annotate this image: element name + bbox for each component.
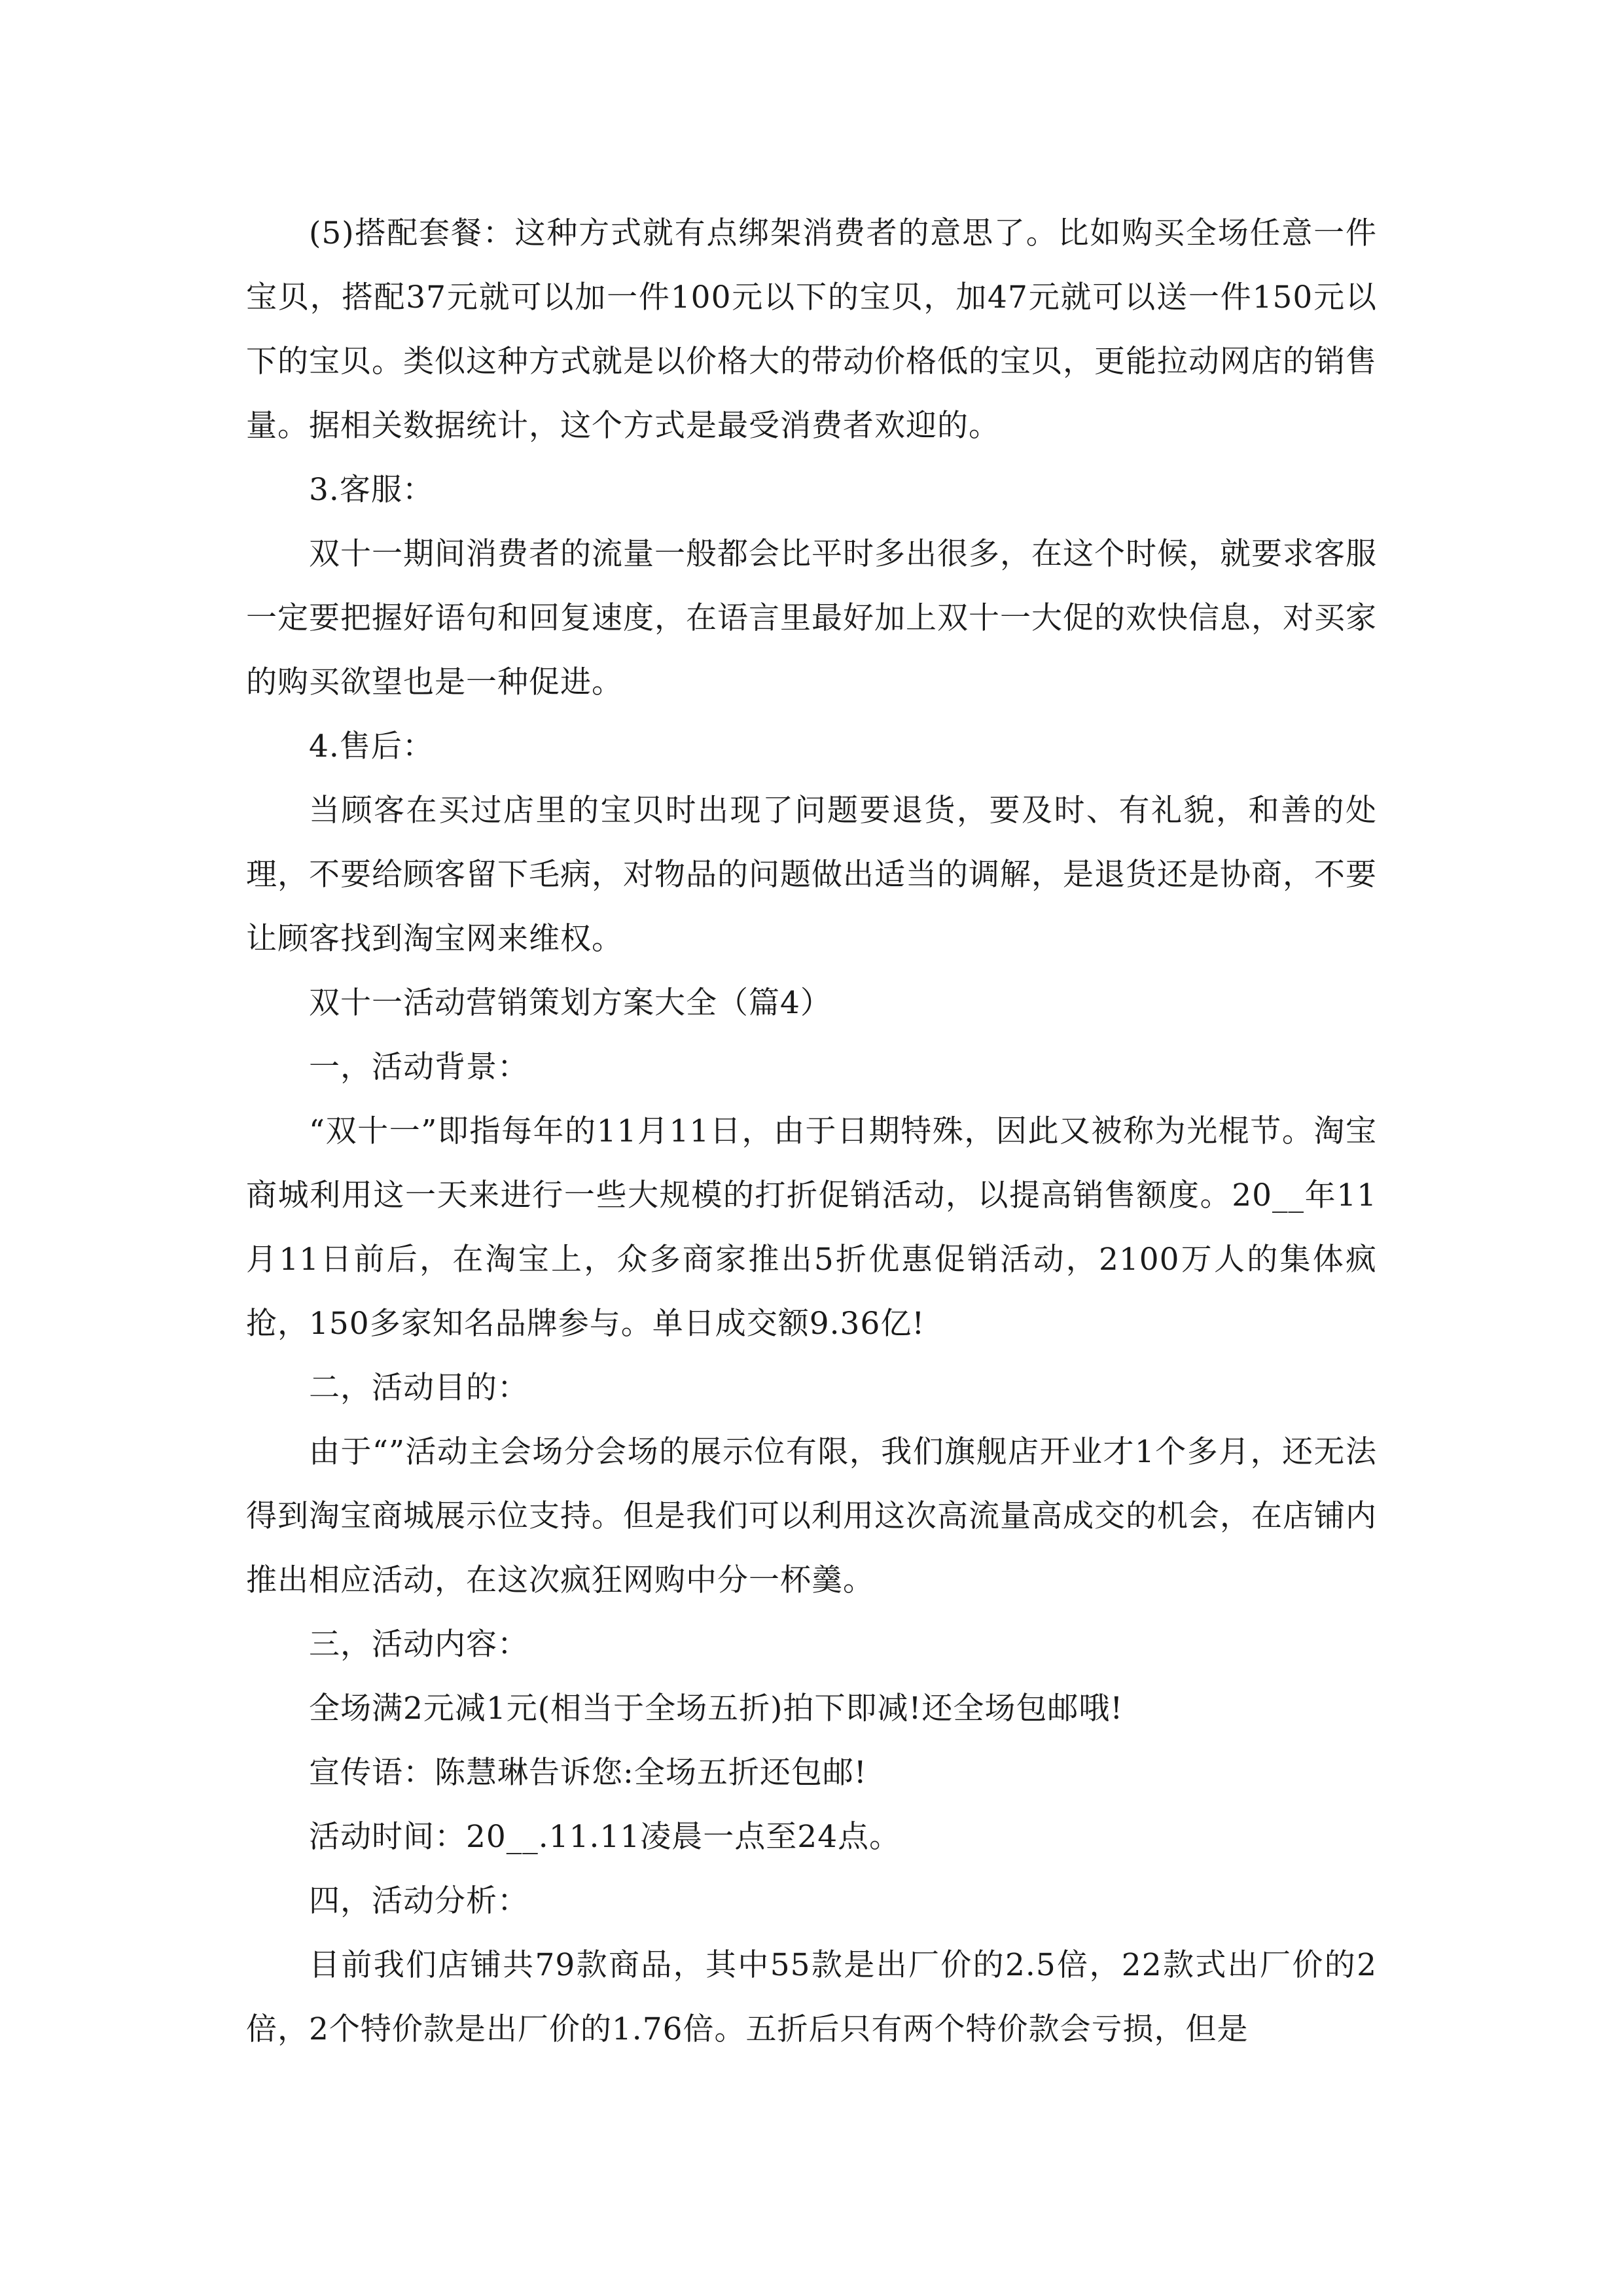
paragraph-bundle-package: (5)搭配套餐：这种方式就有点绑架消费者的意思了。比如购买全场任意一件宝贝，搭配37元就可以加一件100元以下的宝贝，加47元就可以送一件150元以下的宝贝。类似这种方式就是以价格大的带动价格低的宝贝，更能拉动网店的销售量。据相关数据统计，这个方式是最受消费者欢迎的。 xyxy=(246,215,1377,444)
paragraph-activity-offer: 全场满2元减1元(相当于全场五折)拍下即减!还全场包邮哦! xyxy=(309,1691,1124,1727)
paragraph-slogan: 宣传语：陈慧琳告诉您:全场五折还包邮! xyxy=(309,1755,867,1791)
section-title-part-4: 双十一活动营销策划方案大全（篇4） xyxy=(309,985,832,1021)
document-body xyxy=(246,202,1377,2062)
heading-activity-purpose: 二，活动目的： xyxy=(309,1370,529,1406)
heading-activity-background: 一，活动背景： xyxy=(309,1049,529,1085)
heading-activity-analysis: 四，活动分析： xyxy=(309,1883,529,1919)
paragraph-activity-purpose: 由于“”活动主会场分会场的展示位有限，我们旗舰店开业才1个多月，还无法得到淘宝商城展示位支持。但是我们可以利用这次高流量高成交的机会，在店铺内推出相应活动，在这次疯狂网购中分一杯羹。 xyxy=(246,1434,1377,1598)
paragraph-after-sales: 当顾客在买过店里的宝贝时出现了问题要退货，要及时、有礼貌，和善的处理，不要给顾客留下毛病，对物品的问题做出适当的调解，是退货还是协商，不要让顾客找到淘宝网来维权。 xyxy=(246,793,1377,957)
paragraph-activity-time: 活动时间：20__.11.11凌晨一点至24点。 xyxy=(309,1819,901,1855)
heading-after-sales: 4.售后： xyxy=(309,728,434,764)
paragraph-activity-analysis: 目前我们店铺共79款商品，其中55款是出厂价的2.5倍，22款式出厂价的2倍，2个特价款是出厂价的1.76倍。五折后只有两个特价款会亏损，但是 xyxy=(246,1947,1377,2047)
paragraph-activity-background: “双十一”即指每年的11月11日，由于日期特殊，因此又被称为光棍节。淘宝商城利用这一天来进行一些大规模的打折促销活动，以提高销售额度。20__年11月11日前后，在淘宝上，众多商家推出5折优惠促销活动，2100万人的集体疯抢，150多家知名品牌参与。单日成交额9.36亿! xyxy=(246,1113,1377,1342)
heading-activity-content: 三，活动内容： xyxy=(309,1626,529,1662)
heading-customer-service: 3.客服： xyxy=(309,472,434,508)
paragraph-customer-service: 双十一期间消费者的流量一般都会比平时多出很多，在这个时候，就要求客服一定要把握好语句和回复速度，在语言里最好加上双十一大促的欢快信息，对买家的购买欲望也是一种促进。 xyxy=(246,536,1377,700)
